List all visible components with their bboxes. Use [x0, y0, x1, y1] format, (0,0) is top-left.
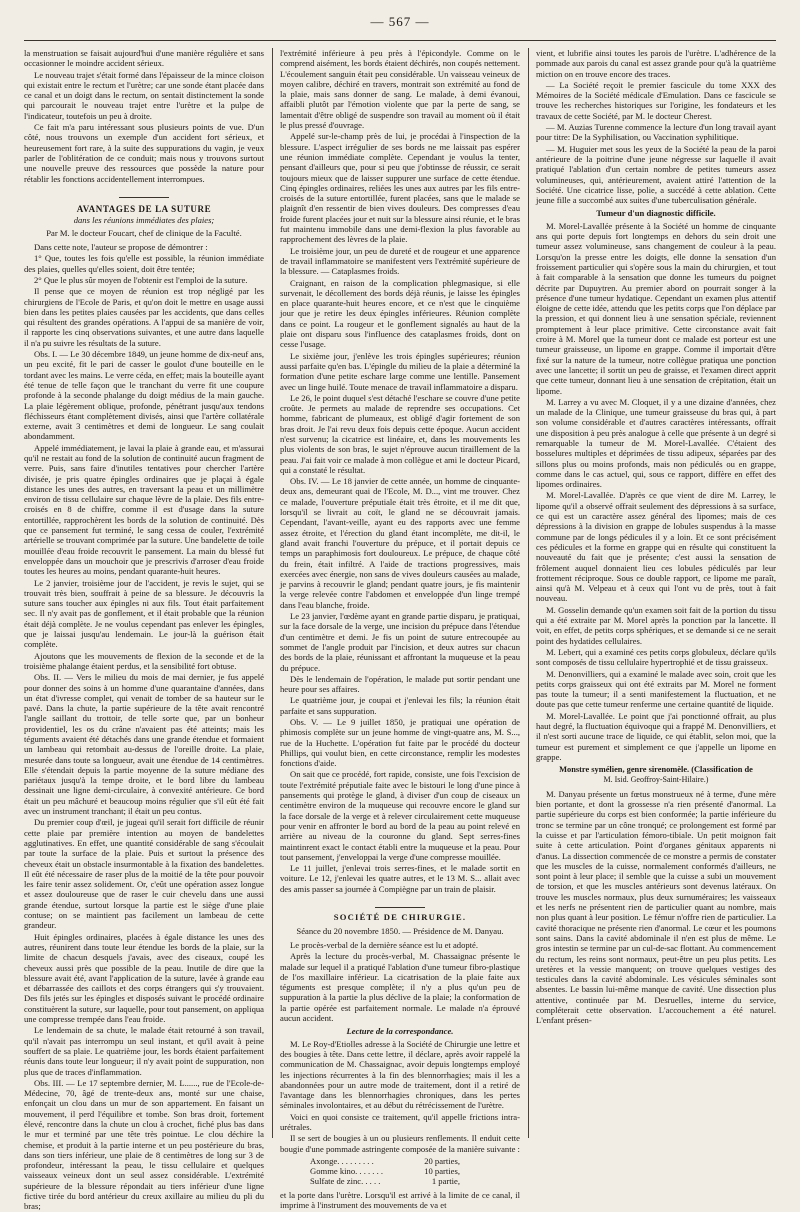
paragraph: Le nouveau trajet s'était formé dans l'épaisseur de la mince cloison qui existait entre le rectum et l'urètre; car une sonde étant placée dans ce canal et un doigt dans le rectum, on sentait distinctement la sonde qui parcourait le nouveau trajet entre l'urètre et la pulpe de l'indicateur, toutefois un peu à droite.	[24, 69, 264, 121]
recipe-row	[310, 1156, 460, 1166]
column-3	[536, 48, 776, 1138]
recipe-row	[310, 1176, 460, 1186]
paragraph: M. Morel-Lavallée. Le point que j'ai ponctionné offrait, au plus haut degré, la fluctuation équivoque qui a frappé M. Denonvilliers, et il n'est sorti aucune trace de liquide, ce qui établit, selon moi, que la tumeur est purement et simplement ce que j'appelle un lipome en grappe.	[536, 710, 776, 762]
paragraph: Le 23 janvier, l'œdème ayant en grande partie disparu, je pratiquai, sur la face dorsale de la verge, une incision du prépuce dans l'étendue d'un centimètre et demi. Je fis un point de suture entrecoupée au sommet de l'angle produit par l'incision, et deux autres sur chacun des bords de la plaie, réunissant et affrontant la muqueuse et la peau du prépuce.	[280, 611, 520, 673]
paragraph: Ajoutons que les mouvements de flexion de la seconde et de la troisième phalange étaient perdus, et la sensibilité fort obtuse.	[24, 650, 264, 671]
paragraph: M. Denonvilliers, qui a examiné le malade avec soin, croit que les petits corps graisseux qui ont été extraits par M. Morel ne forment pas toute la tumeur; il a senti manifestement la fluctuation, et ne doute pas que cette tumeur renferme une certaine quantité de liquide.	[536, 668, 776, 710]
header-rule	[24, 40, 776, 41]
subsection-title: Monstre symélien, genre sirenomèle. (Classification de	[559, 765, 753, 775]
paragraph: M. Lebert, qui a examiné ces petits corps globuleux, déclare qu'ils sont composés de tissu cellulaire hypertrophié et de tissu graisseux.	[536, 646, 776, 668]
subsection-title: Lecture de la correspondance.	[346, 1026, 454, 1037]
paragraph: — La Société reçoit le premier fascicule du tome XXX des Mémoires de la Société médicale d'Emulation. Dans ce fascicule se trouve les recherches historiques sur l'origine, les fondateurs et les travaux de cette Société, par M. le docteur Cherest.	[536, 79, 776, 121]
page-number: — 567 —	[370, 14, 430, 29]
recipe-quantity: 10 parties,	[424, 1166, 460, 1177]
paragraph: M. Morel-Lavallée présente à la Société un homme de cinquante ans qui porte depuis fort longtemps en dehors du sein droit une tumeur assez volumineuse, sans changement de couleur à la peau. Lorsqu'on la presse entre les doigts, elle donne la sensation d'un froissement particulier qui s'opère sous la main du chirurgien, et tout à fait comparable à la sensation que donne les tumeurs du poignet décrite par Dupuytren. Au premier abord on pourrait songer à la présence d'une tumeur hydatique. Cependant un examen plus attentif éloigne de cette idée, attendu que les petits corps que l'on déplace par la pression, et qui donnent lieu à une sensation spéciale, reviennent promptement à leur place primitive. Cette circonstance avait fait croire à M. Morel que la tumeur dont ce malade est porteur est une tumeur graisseuse, un lipome en grappe. Comme il importait d'être fixé sur la nature de la tumeur, notre collègue pratiqua une ponction avec une lancette; il sortit un peu de graisse, et l'examen direct apprit que cette tumeur, donnant lieu à une sensation de crépitation, était un lipome.	[536, 220, 776, 396]
paragraph: Obs. II. — Vers le milieu du mois de mai dernier, je fus appelé pour donner des soins à un homme d'une quarantaine d'années, dans un état d'ivresse complet, qui venait de tomber de sa hauteur sur le pavé. Dans la chute, la partie supérieure de la tête avait rencontré l'angle saillant du trottoir, de telle sorte que, par un bonheur providentiel, les os du crâne n'avaient pas été atteints; mais les téguments avaient été détachés dans une grande étendue et formaient un lambeau qui retombait au-dessus de l'oreille droite. La plaie, mesurée dans toute sa longueur, avait une étendue de 14 centimètres. Elle s'étendait depuis la partie moyenne de la suture médiane des pariétaux jusqu'à la tempe droite, et le bord libre du lambeau dessinait une ligne demi-circulaire, à convexité antérieure. Ce bord était un peu mâchuré et beaucoup moins régulier que s'il eût été fait avec un instrument tranchant; il était un peu contus.	[24, 672, 264, 817]
paragraph: Le 26, le point duquel s'est détaché l'eschare se couvre d'une petite croûte. Je permets au malade de reprendre ses occupations. Cet homme, fabricant de plumeaux, est obligé d'agir fortement de son bras droit. Je l'ai revu deux fois depuis cette époque. Aucun accident n'est survenu; la cicatrice est linéaire, et, dans les mouvements les plus violents de son bras, le sujet n'éprouve aucun tiraillement de la peau. J'ai fait voir ce malade à mon collègue et ami le docteur Picard, qui a constaté le résultat.	[280, 392, 520, 475]
column-1	[24, 48, 264, 1212]
section-title: SOCIÉTÉ DE CHIRURGIE.	[333, 912, 467, 923]
recipe-list	[310, 1156, 520, 1187]
recipe-ingredient: Sulfate de zinc. . . . .	[310, 1176, 381, 1187]
paragraph: Du premier coup d'œil, je jugeai qu'il serait fort difficile de réunir cette plaie par première intention au moyen de bandelettes agglutinatives. En effet, une quantité considérable de sang s'écoulait par toute la surface de la plaie. Puis et surtout la présence des cheveux était un obstacle insurmontable à la fixation des bandelettes. Il eût été nécessaire de raser plus de la moitié de la tête pour pouvoir les faire tenir assez solidement. Or, c'eût une opération assez longue et assez douloureuse que de raser le cuir chevelu dans une aussi grande étendue, surtout lorsque la partie est le siège d'une plaie contuse; on se maintient pas facilement un lambeau de cette grandeur.	[24, 817, 264, 931]
paragraph: Obs. IV. — Le 18 janvier de cette année, un homme de cinquante-deux ans, demeurant quai de l'Ecole, M. D..., vint me trouver. Chez ce malade, l'ouverture préputiale était très étroite, et il me dit que, lorsqu'il se livrait au coït, le gland ne se découvrait jamais. Cependant, l'avant-veille, ayant eu des rapports avec une femme assez étroite, et l'érection du gland étant incomplète, me dit-il, le gland avait franchi l'ouverture du prépuce, et il portait depuis ce temps un paraphimosis fort douloureux. Le prépuce, de chaque côté du frein, était infiltré. A l'aide de tractions progressives, mais exercées avec énergie, non sans de vives douleurs causées au malade, je parvins à recouvrir le gland; pendant quatre jours, je fis maintenir la verge relevée contre l'abdomen et enveloppée d'un linge trempé dans l'eau blanche, froide.	[280, 476, 520, 610]
paragraph: Il pense que ce moyen de réunion est trop négligé par les chirurgiens de l'Ecole de Paris, et qu'on doit le mettre en usage aussi bien dans les petites plaies causées par les accidents, que dans celles qui résultent des grandes opérations. A l'appui de sa manière de voir, il rapporte les cinq observations suivantes, et une autre dans laquelle il n'a pu suivre les résultats de la suture.	[24, 286, 264, 348]
paragraph: Le procès-verbal de la dernière séance est lu et adopté.	[290, 939, 479, 950]
paragraph: Dès le lendemain de l'opération, le malade put sortir pendant une heure pour ses affaires.	[280, 673, 520, 695]
paragraph: Il se sert de bougies à un ou plusieurs renflements. Il enduit cette bougie d'une pommade astringente composée de la manière suivante :	[280, 1133, 520, 1154]
paragraph: Obs. III. — Le 17 septembre dernier, M. L......, rue de l'Ecole-de-Médecine, 70, âgé de trente-deux ans, monté sur une chaise, enfonçait un clou dans un mur de son appartement. En faisant un mouvement, il perd l'équilibre et tombe. Son bras droit, fortement élevé, rencontre dans la chute un clou à crochet, fiché plus bas dans le mur et terminé par une tête très pointue. Le clou déchire la chemise, et produit à la partie interne et un peu postérieure du bras, dans son tiers inférieur, une plaie de 8 centimètres de long sur 3 de profondeur, intéressant la peau, le tissu cellulaire et quelques vaisseaux veineux dont un seul assez considérable. L'extrémité supérieure de la blessure répondait au tiers inférieur d'une ligne fictive tirée du bord antérieur du creux axillaire au milieu du pli du bras;	[24, 1077, 264, 1212]
column-2	[280, 48, 520, 1211]
recipe-quantity: 20 parties,	[424, 1155, 460, 1166]
paragraph: Appelé sur-le-champ près de lui, je procédai à l'inspection de la blessure. L'aspect irrégulier de ses bords ne me laissait pas espérer une réunion immédiate complète. Cependant je voulus la tenter, pensant d'ailleurs que, pour si peu que j'obtinsse de réussir, ce serait toujours mieux que de laisser suppurer une surface de cette étendue. Cinq épingles ordinaires, reliées les unes aux autres par les fils entre-croisés de la suture entortillée, furent placées, sans que le malade se plaignît d'en ressentir de bien vives douleurs. Des compresses d'eau froide furent placées jour et nuit sur la blessure ainsi réunie, et le bras fut maintenu immobile dans une demi-flexion la plus favorable au rapprochement des lèvres de la plaie.	[280, 131, 520, 245]
paragraph: Voici en quoi consiste ce traitement, qu'il appelle frictions intra-urétrales.	[280, 1111, 520, 1132]
paragraph: Le quatrième jour, je coupai et j'enlevai les fils; la réunion était parfaite et sans suppuration.	[280, 695, 520, 716]
paragraph: Craignant, en raison de la complication phlegmasique, si elle survenait, le décollement des bords déjà réunis, je laisse les épingles en place quarante-huit heures encore, et ce n'est que le cinquième jour que je retire les deux épingles inférieures. Réunion complète dans ce point. La rougeur et le gonflement signalés au haut de la plaie ont disparu sous l'influence des cataplasmes froids, dont on cesse l'usage.	[280, 277, 520, 350]
column-separator-2	[528, 48, 529, 1138]
column-separator-1	[272, 48, 273, 1138]
paragraph: M. Danyau présente un fœtus monstrueux né à terme, d'une mère bien portante, et dont la grossesse n'a rien présenté d'anormal. La partie supérieure du corps est bien conformée; la partie inférieure du tronc se termine par un cône tronqué; ce prolongement est formé par la cuisse et par l'articulation fémoro-tibiale. Un petit moignon fait suite à cette articulation. Point d'organes génitaux apparents ni d'anus. La dissection commencée de ce monstre a permis de constater que les muscles de la cuisse, normalement conformés d'ailleurs, ne sont point à leur place; il semble que la cuisse a subi un mouvement de torsion, et que les muscles antérieurs sont devenus latéraux. On trouve les muscles normaux, plus deux surnuméraires; les vaisseaux et les nerfs ne présentent rien de particulier quant au nombre, mais non plus quant à leur position. Le fémur n'offre rien de particulier. La cavité thoracique ne présente rien d'anormal. Le cœur et les poumons sont sains. Dans la cavité abdominale il n'en est plus de même. Le gros intestin se termine par un cul-de-sac flottant. Au commencement du rectum, les reins sont normaux, peut-être un peu plus petits. Les uretères et la vessie manquent; on trouve quelques vestiges des testicules dans la cavité abdominale. Les vésicules séminales sont absentes. Le bassin lui-même manque de cavité. Une dissection plus attentive, continuée par M. Desruelles, interne du service, compléterait cette observation. L'accouchement a été naturel. L'enfant présen-	[536, 788, 776, 1026]
paragraph: M. Morel-Lavallée. D'après ce que vient de dire M. Larrey, le lipome qu'il a observé offrait seulement des dépressions à sa surface, ce qui est un caractère assez général des lipomes; mais de ces dépressions à la division en grappe de lobules suspendus à la masse commune par de longs pédicules il y a loin. Et ce sont précisément ces pédicules et la forme en grappe qui en résulte qui constituent la nouveauté du fait que je présente; c'est aussi la sensation de frôlement auquel donnaient lieu ces lobules pédiculés par leur frottement réciproque. Sous ce double rapport, ce lipome me paraît, ainsi qu'à M. Velpeau et à ceux qui l'ont vu de près, tout à fait nouveau.	[536, 490, 776, 604]
section-divider	[280, 900, 520, 910]
paragraph: Le sixième jour, j'enlève les trois épingles supérieures; réunion aussi parfaite qu'en bas. L'épingle du milieu de la plaie a déterminé la formation d'une petite eschare large comme une lentille. Pansement avec un linge huilé. Toute menace de travail inflammatoire a disparu.	[280, 350, 520, 392]
article-byline: Par M. le docteur Foucart, chef de clinique de la Faculté.	[46, 227, 242, 238]
article-heading: AVANTAGES DE LA SUTURE	[76, 204, 212, 215]
paragraph: la menstruation se faisait aujourd'hui d'une manière régulière et sans occasionner le moindre accident sérieux.	[24, 48, 264, 69]
paragraph: et la porte dans l'urètre. Lorsqu'il est arrivé à la limite de ce canal, il imprime à l'instrument des mouvements de va et	[280, 1189, 520, 1211]
paragraph: — M. Auzias Turenne commence la lecture d'un long travail ayant pour titre: De la Syphilisation, ou Vaccination syphilitique.	[536, 122, 776, 143]
paragraph: l'extrémité inférieure à peu près à l'épicondyle. Comme on le comprend aisément, les bords étaient déchirés, non coupés nettement. L'écoulement sanguin était peu considérable. Un vaisseau veineux de moyen calibre, déchiré en travers, montrait son extrémité au fond de la plaie, mais sans donner de sang. Le malade, à demi évanoui, affaibli plutôt par l'émotion violente que par la perte de sang, se lamentait d'être obligé de suspendre son travail au moment où il était le plus pressé d'ouvrage.	[280, 48, 520, 131]
paragraph: M. Gosselin demande qu'un examen soit fait de la portion du tissu qui a été extraite par M. Morel après la ponction par la lancette. Il voit, en effet, de petits corps sphériques, et se demande si ce ne serait point des hydatides cellulaires.	[536, 604, 776, 646]
paragraph: 2° Que le plus sûr moyen de l'obtenir est l'emploi de la suture.	[34, 274, 248, 285]
paragraph: vient, et lubrifie ainsi toutes les parois de l'urètre. L'adhérence de la pommade aux parois du canal est assez grande pour qu'à la quatrième miction on en trouve encore des traces.	[536, 48, 776, 79]
paragraph: Dans cette note, l'auteur se propose de démontrer :	[34, 242, 208, 253]
paragraph: M. Le Roy-d'Etiolles adresse à la Société de Chirurgie une lettre et des bougies à tête. Dans cette lettre, il déclare, après avoir rappelé la communication de M. Chassaignac, avoir depuis longtemps employé les injections récurrentes à la fin des blennorrhagies; mais il les a abandonnées pour un autre mode de traitement, dont il a retiré de l'avantage dans les blennorrhagies chroniques, dans les pertes séminales involontaires, et au début du rétrécissement de l'urètre.	[280, 1038, 520, 1111]
paragraph: Huit épingles ordinaires, placées à égale distance les unes des autres, réunirent dans toute leur étendue les bords de la plaie, sur la limite de chacun desquels j'avais, avec des ciseaux, coupé les cheveux aussi près que possible de la peau. Inutile de dire que la blessure avait été, avant l'application de la suture, lavée à grande eau et débarrassée des caillots et des corps étrangers qui s'y trouvaient. Des fils jetés sur les épingles et disposés suivant le procédé ordinaire constituèrent la suture, sur laquelle, pour tout pansement, on appliqua une compresse trempée dans l'eau froide.	[24, 931, 264, 1025]
recipe-quantity: 1 partie,	[431, 1176, 460, 1187]
paragraph: Ce fait m'a paru intéressant sous plusieurs points de vue. D'un côté, nous trouvons un exemple d'un accident fort sérieux, et heureusement fort rare, à la suite des suppurations du vagin, je veux parler de l'oblitération de ce conduit; mais nous y trouvons surtout une nouvelle preuve des ressources que possède la nature pour rétablir les fonctions accidentellement interrompues.	[24, 122, 264, 184]
paragraph: Après la lecture du procès-verbal, M. Chassaignac présente le malade sur lequel il a pratiqué l'ablation d'une tumeur fibro-plastique de l'os maxillaire inférieur. La cicatrisation de la plaie faite aux téguments est presque complète; il n'y a plus qu'un peu de suppuration à la partie la plus déclive de la plaie; la conformation de la partie opérée est parfaitement normale. Le malade n'a éprouvé aucun accident.	[280, 951, 520, 1024]
paragraph: Obs. I. — Le 30 décembre 1849, un jeune homme de dix-neuf ans, un peu excité, fit le pari de casser le goulot d'une bouteille en le tordant avec les mains. Le verre céda, en effet; mais la bouteille ayant été tenue de telle façon que le tranchant du verre fit une coupure profonde à la seconde phalange du doigt médius de la main gauche. La plaie légèrement oblique, profonde, pénétrant jusqu'aux tendons fléchisseurs étant complètement divisés, ainsi que l'artère collatérale externe, avait 3 centimètres et demi de longueur. Le sang coulait abondamment.	[24, 349, 264, 442]
recipe-ingredient: Axonge. . . . . . . . .	[310, 1155, 374, 1166]
paragraph: M. Larrey a vu avec M. Cloquet, il y a une dizaine d'années, chez un malade de la Clinique, une tumeur graisseuse du bras qui, à part son volume considérable et d'autres caractères intéressants, offrait une disposition à peu près analogue à celle que présente à un degré si remarquable la tumeur de M. Morel-Lavallée. C'étaient des bosselures multiples et déprimées de tissu adipeux, séparées par des sillons plus ou moins profonds, mais non pédiculés ou en grappe, comme dans le cas actuel, qui, sous ce rapport, diffère en effet des lipomes ordinaires.	[536, 396, 776, 490]
session-line: Séance du 20 novembre 1850. — Présidence de M. Danyau.	[296, 925, 504, 936]
text-columns	[24, 48, 776, 1212]
paragraph: Le troisième jour, un peu de dureté et de rougeur et une apparence de travail inflammatoire se manifestent vers l'extrémité supérieure de la blessure. — Cataplasmes froids.	[280, 245, 520, 277]
recipe-ingredient: Gomme kino. . . . . . .	[310, 1166, 384, 1177]
paragraph: Appelé immédiatement, je lavai la plaie à grande eau, et m'assurai qu'il ne restait au fond de la solution de continuité aucun fragment de verre. Puis, sans faire d'inutiles tentatives pour chercher l'artère divisée, je pris quatre épingles ordinaires que je plaçai à égale distance les unes des autres, en traversant la peau et un millimètre environ de tissu cellulaire sur chaque lèvre de la plaie. Des fils entre-croisés en 8 de chiffre, comme il est d'usage dans la suture entortillée, rapprochèrent les bords de la solution de continuité. Dès que ce pansement fut terminé, le sang cessa de couler, l'extrémité artérielle se trouvant comprimée par la suture. Une bandelette de toile mouillée d'eau froide recouvrit le pansement. La main du blessé fut enveloppée dans un mouchoir que je prescrivis d'arroser d'eau froide toutes les heures au moins, pendant quarante-huit heures.	[24, 442, 264, 577]
paragraph: 1° Que, toutes les fois qu'elle est possible, la réunion immédiate des plaies, quelles qu'elles soient, doit être tentée;	[24, 253, 264, 274]
paragraph: Le lendemain de sa chute, le malade était retourné à son travail, qu'il n'avait pas interrompu un seul instant, et qu'il avait à peine souffert de sa plaie. Le quatrième jour, les bords étaient parfaitement réunis dans toute leur longueur; il n'y avait point de suppuration, non plus que de traces d'inflammation.	[24, 1025, 264, 1077]
paragraph: Le 11 juillet, j'enlevai trois serres-fines, et le malade sortit en voiture. Le 12, j'enlevai les quatre autres, et le 13 M. S... allait avec des amis passer sa journée à Compiègne par un train de plaisir.	[280, 863, 520, 894]
paragraph: — M. Huguier met sous les yeux de la Société la peau de la paroi antérieure de la poitrine d'une jeune négresse sur laquelle il avait pratiqué l'ablation d'un certain nombre de petites tumeurs assez volumineuses, qui, antérieurement, avaient attiré l'attention de la Société. Une cicatrice lisse, polie, a succédé à cette ablation. Cette jeune fille a succombé aux suites d'une tuberculisation générale.	[536, 143, 776, 206]
recipe-row	[310, 1166, 460, 1176]
subsection-title: Tumeur d'un diagnostic difficile.	[596, 208, 716, 219]
paragraph: Obs. V. — Le 9 juillet 1850, je pratiquai une opération de phimosis complète sur un jeune homme de vingt-quatre ans, M. S..., rue de la Huchette. L'opération fut faite par le procédé du docteur Phillips, qui voulut bien, en cette circonstance, remplir les modestes fonctions d'aide.	[280, 717, 520, 769]
section-divider	[24, 190, 264, 200]
subsection-subtitle: M. Isid. Geoffroy-Saint-Hilaire.)	[603, 775, 709, 785]
paragraph: Le 2 janvier, troisième jour de l'accident, je revis le sujet, qui se trouvait très bien, souffrait à peine de sa blessure. Je découvris la suture sans toucher aux épingles ni aux fils. Tout était parfaitement sec. Il n'y avait pas de gonflement, et il était probable que la réunion était déjà complète. Je ne voulus cependant pas enlever les épingles, que je laissai jusqu'au lendemain. Le jour-là la guérison était complète.	[24, 577, 264, 650]
paragraph: On sait que ce procédé, fort rapide, consiste, une fois l'excision de toute l'extrémité préputiale faite avec le bistouri le long d'une pince à pansements qui protège le gland, à diviser d'un coup de ciseaux un centimètre environ de la muqueuse qui recouvre encore le gland sur la face dorsale de la verge et à relever circulairement cette muqueuse pour venir en affronter le bord au bord de la peau au point relevé en arrière au niveau de la couronne du gland. Sept serres-fines maintinrent exact le contact établi entre la muqueuse et la peau. Pour tout pansement, j'enveloppai la verge d'une compresse mouillée.	[280, 769, 520, 862]
article-subheading: dans les réunions immédiates des plaies;	[73, 215, 215, 226]
